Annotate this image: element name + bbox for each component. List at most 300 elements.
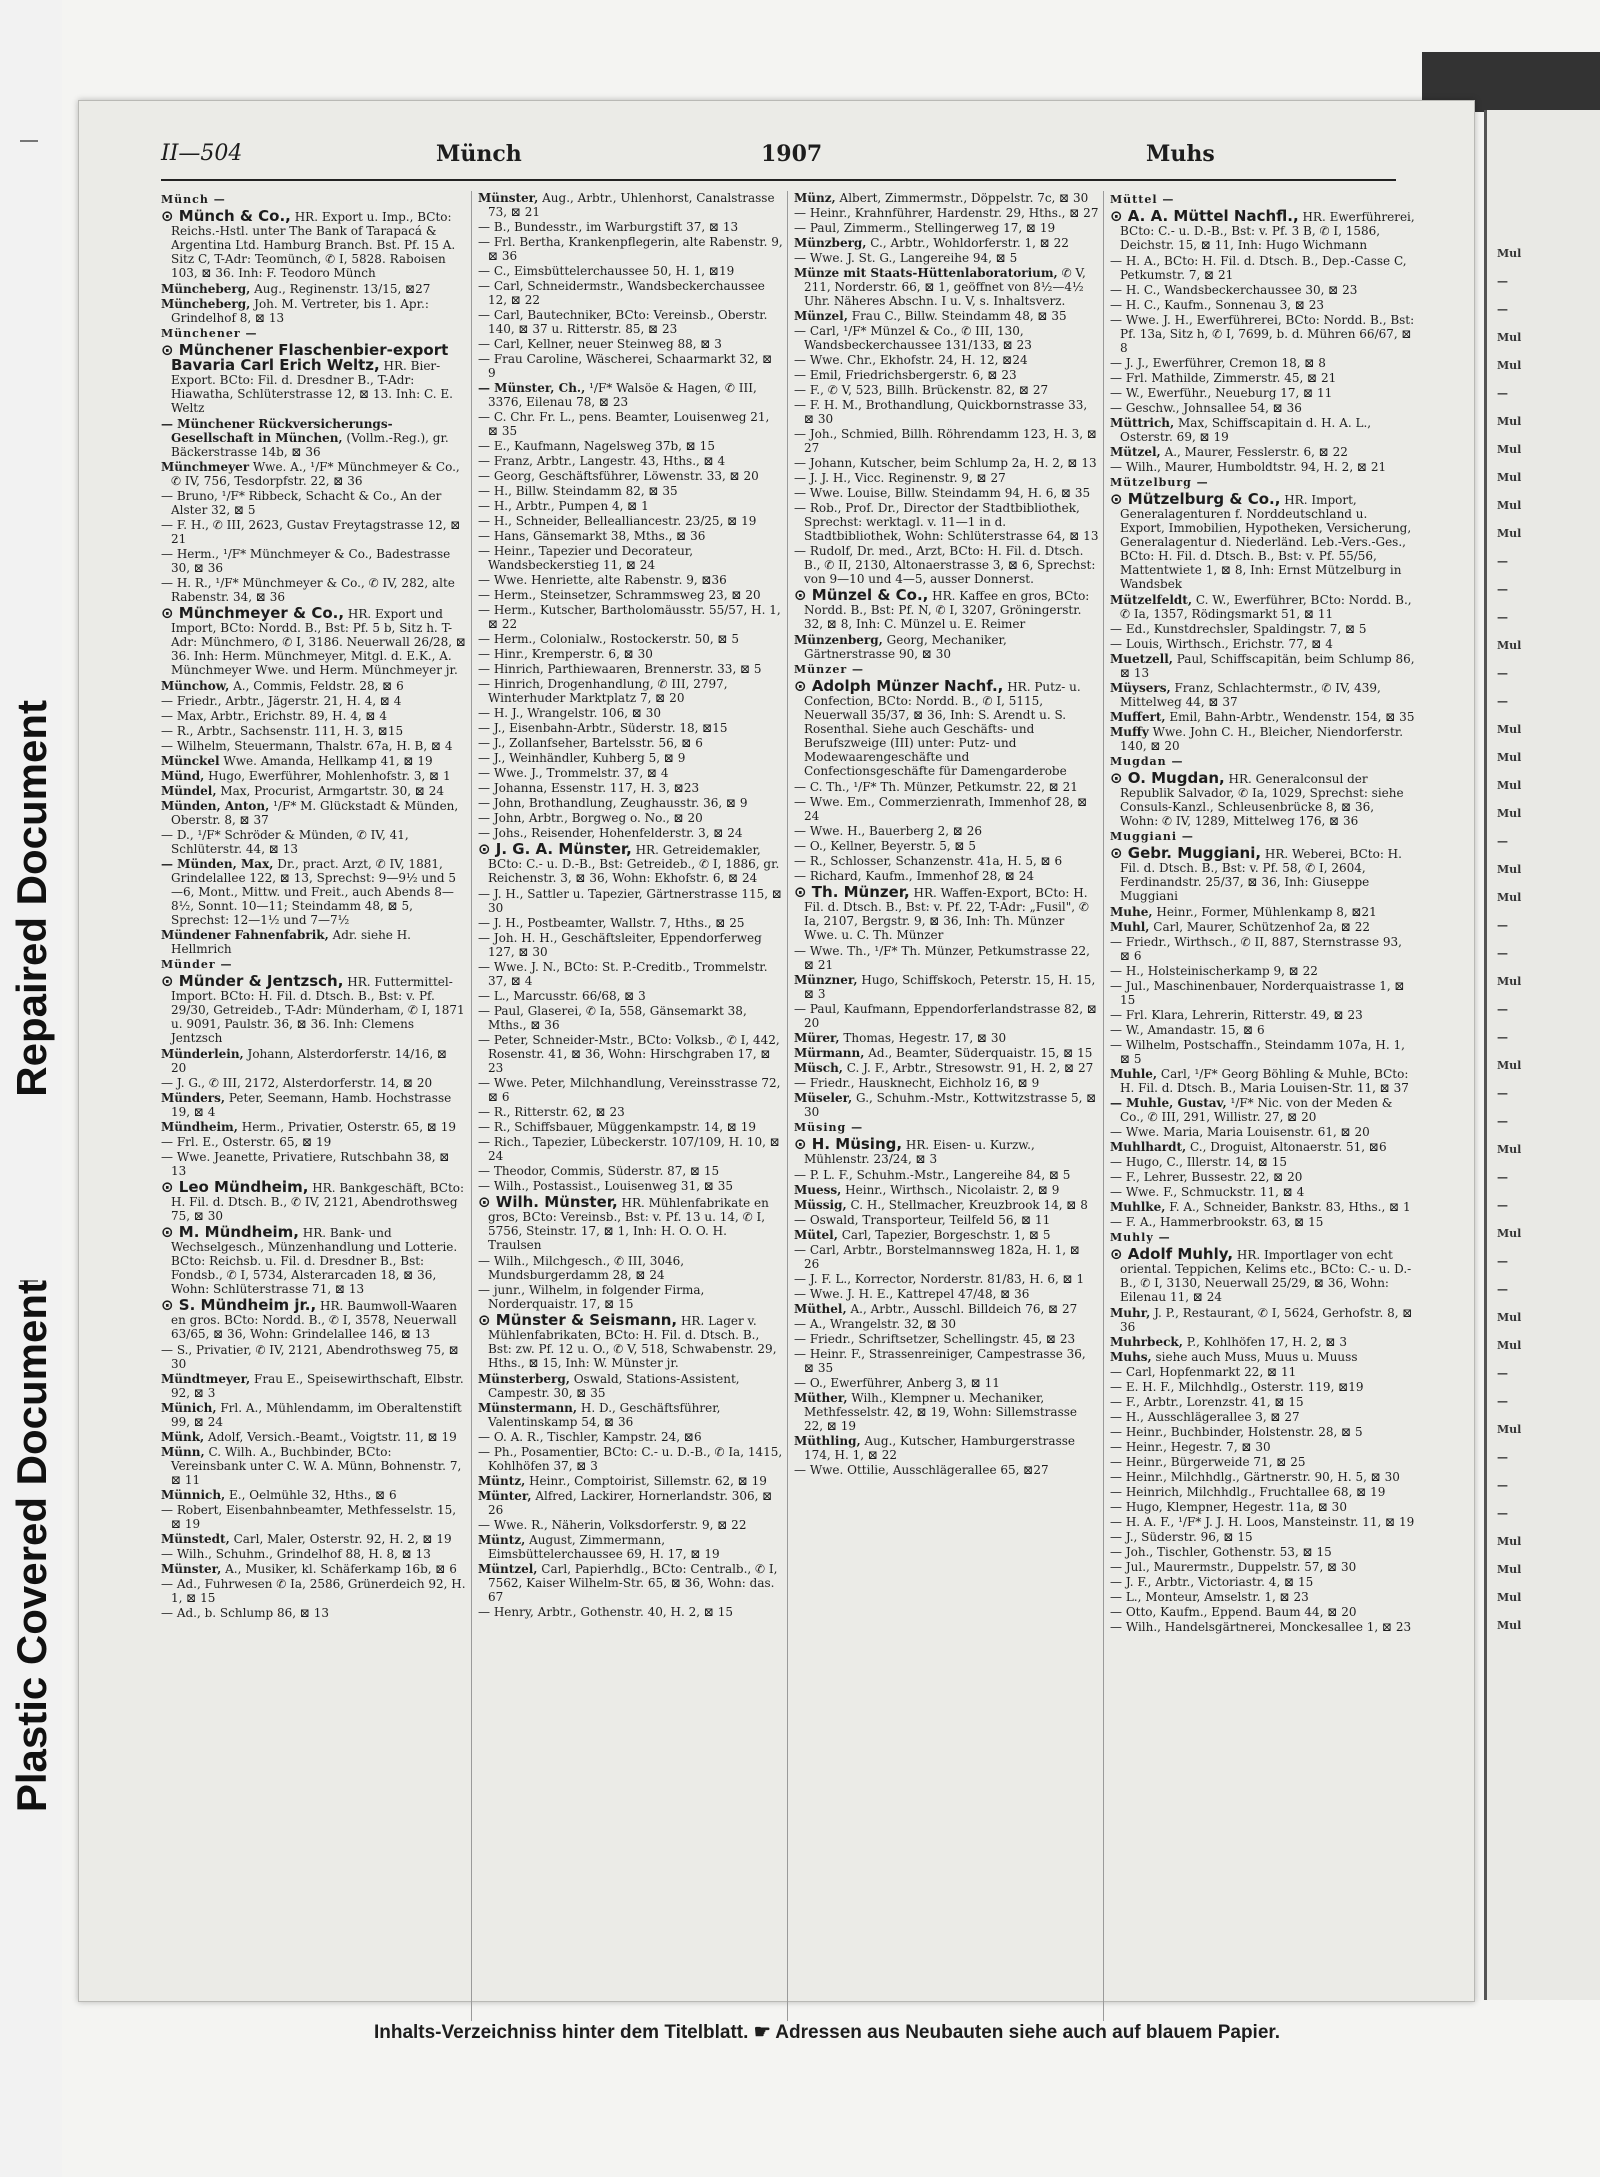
directory-entry [794,398,1099,426]
directory-entry [1110,1096,1415,1124]
entry-text: — Wwe. Jeanette, Privatiere, Rutschbahn 38, ⊠ 13 [161,1150,450,1178]
entry-text: — Richard, Kaufm., Immenhof 28, ⊠ 24 [794,869,1035,883]
entry-text: — Hinrich, Drogenhandlung, ✆ III, 2797, Winterhuder Marktplatz 7, ⊠ 20 [478,677,728,705]
section-heading: Müsing — [794,1121,864,1134]
directory-entry [794,1434,1099,1462]
entry-text: Paul, Schiffscapitän, beim Schlump 86, ⊠ 13 [1120,652,1415,680]
section-heading: Münder — [161,958,233,971]
entry-text: HR. Kaffee en gros, BCto: Nordd. B., Bst: Pf. N, ✆ I, 3207, Gröningerstr. 32, ⊠ 8, Inh: C. Münzel u. E. Reimer [804,589,1090,631]
entry-text: — J., Eisenbahn-Arbtr., Süderstr. 18, ⊠15 [478,721,728,735]
entry-text: — Otto, Kaufm., Eppend. Baum 44, ⊠ 20 [1110,1605,1357,1619]
entry-name: — Münchener Rückversicherungs-Gesellschaft in München, [161,417,393,445]
entry-name: Mündtmeyer, [161,1372,251,1386]
directory-entry [478,1605,783,1619]
firm-entry [478,842,783,885]
directory-entry [161,1430,466,1444]
entry-name: Münchmeyer [161,460,250,474]
entry-text: HR. Lager v. Mühlenfabrikaten, BCto: H. Fil. d. Dtsch. B., Bst: zw. Pf. 12 u. O., ✆ V, 518, Schwabenstr. 29, Hths., ⊠ 15, Inh: W. Münster jr. [488,1314,777,1370]
directory-entry [478,1401,783,1429]
directory-entry [1110,725,1415,753]
entry-text: — Wwe. J. H. E., Kattrepel 47/48, ⊠ 36 [794,1287,1030,1301]
entry-text: — Frl. Mathilde, Zimmerstr. 45, ⊠ 21 [1110,371,1337,385]
directory-entry [1110,1023,1415,1037]
entry-text: P., Kohlhöfen 17, H. 2, ⊠ 3 [1182,1335,1348,1349]
directory-entry [1110,386,1415,400]
entry-text: HR. Ewerführerei, BCto: C.- u. D.-B., Bst: v. Pf. 3 B, ✆ I, 1586, Deichstr. 15, ⊠ 11, Inh: Hugo Wichmann [1120,210,1415,252]
entry-text: A., Arbtr., Ausschl. Billdeich 76, ⊠ 27 [846,1302,1078,1316]
fragment-text: — [1497,555,1508,568]
entry-text: — Joh. H. H., Geschäftsleiter, Eppendorferweg 127, ⊠ 30 [478,931,762,959]
entry-text: — B., Bundesstr., im Warburgstift 37, ⊠ 13 [478,220,739,234]
entry-text: Wwe. A., ¹/F* Münchmeyer & Co., ✆ IV, 756, Tesdorpfstr. 22, ⊠ 36 [171,460,460,488]
adjacent-page-fragments [1497,240,1597,1940]
entry-name: ⊙ Adolf Muhly, [1110,1245,1234,1263]
directory-entry [794,471,1099,485]
directory-entry [794,501,1099,543]
entry-text: Peter, Seemann, Hamb. Hochstrasse 19, ⊠ 4 [171,1091,452,1119]
firm-entry [161,209,466,280]
catchword-right: Muhs [1146,141,1215,167]
entry-name: — Münden, Max, [161,857,274,871]
entry-name: ⊙ Münder & Jentzsch, [161,972,344,990]
section-heading: Münch — [161,193,226,206]
entry-text: — Carl, Kellner, neuer Steinweg 88, ⊠ 3 [478,337,722,351]
entry-text: — C. Chr. Fr. L., pens. Beamter, Louisenweg 21, ⊠ 35 [478,410,770,438]
entry-text: HR. Futtermittel-Import. BCto: H. Fil. d. Dtsch. B., Bst: v. Pf. 29/30, Getreidеb., T-Adr: Münderham, ✆ I, 1871 u. 9091, Paulstr. 36, ⊠ 36. Inh: Clemens Jentzsch [171,975,465,1045]
entry-text: Johann, Alsterdorferstr. 14/16, ⊠ 20 [171,1047,448,1075]
entry-name: Muffy [1110,725,1149,739]
entry-text: HR. Eisen- u. Kurzw., Mühlenstr. 23/24, ⊠ 3 [804,1138,1035,1166]
fragment-text: Mul [1497,1059,1522,1072]
entry-text: — O., Kellner, Beyerstr. 5, ⊠ 5 [794,839,977,853]
footer-note: Inhalts-Verzeichniss hinter dem Titelblatt. ☛ Adressen aus Neubauten siehe auch auf blauem Papier. [373,2022,1281,2043]
entry-text: Oswald, Stations-Assistent, Campestr. 30, ⊠ 35 [488,1372,740,1400]
header-rule [161,179,1396,181]
directory-entry [161,1532,466,1546]
entry-text: (Vollm.-Reg.), gr. Bäckerstrasse 14b, ⊠ 36 [171,431,449,459]
entry-name: Mündener Fahnenfabrik, [161,928,329,942]
entry-name: Muhlke, [1110,1200,1166,1214]
entry-text: — H. R., ¹/F* Münchmeyer & Co., ✆ IV, 282, alte Rabenstr. 34, ⊠ 36 [161,576,455,604]
entry-text: — Carl, ¹/F* Münzel & Co., ✆ III, 130, Wandsbeckerchaussee 131/133, ⊠ 23 [794,324,1032,352]
directory-entry [478,381,783,409]
entry-text: — O., Ewerführer, Anberg 3, ⊠ 11 [794,1376,1000,1390]
section-heading: Mugdan — [1110,755,1184,768]
entry-name: Mütel, [794,1228,838,1242]
directory-entry [794,839,1099,853]
entry-text: HR. Import, Generalagenturen f. Norddeutschland u. Export, Immobilien, Hypotheken, Versicherung, Generalagentur d. Niederländ. Leb.-Vers.-Ges., BCto: H. Fil. d. Dtsch. B., Bst: v. Pf. 55/56, Mattentwiete 1, ⊠ 8, Inh: Ernst Mützelburg in Wandsbek [1120,493,1412,591]
entry-text: — Paul, Glaserei, ✆ Ia, 558, Gänsemarkt 38, Mths., ⊠ 36 [478,1004,747,1032]
directory-entry [478,736,783,750]
directory-entry [1110,1335,1415,1349]
firm-entry [794,1137,1099,1166]
directory-entry [478,1283,783,1311]
entry-text: — Wwe. H., Bauerberg 2, ⊠ 26 [794,824,983,838]
entry-text: — Wilh., Postassist., Louisenweg 31, ⊠ 35 [478,1179,733,1193]
directory-entry [1110,1170,1415,1184]
entry-text: F. A., Schneider, Bankstr. 83, Hths., ⊠ 1 [1165,1200,1411,1214]
entry-name: Münd, [161,769,205,783]
directory-entry [794,309,1099,323]
directory-entry [1110,1500,1415,1514]
entry-text: siehe auch Muss, Muus u. Muuss [1151,1350,1358,1364]
entry-text: — Wwe. Ottilie, Ausschlägerallee 65, ⊠27 [794,1463,1049,1477]
entry-name: Muhrbeck, [1110,1335,1183,1349]
entry-name: Münckel [161,754,220,768]
fragment-text: Mul [1497,1563,1522,1576]
directory-entry [1110,1306,1415,1334]
entry-text: C. H., Stellmacher, Kreuzbrook 14, ⊠ 8 [846,1198,1088,1212]
entry-text: — H., Ausschlägerallee 3, ⊠ 27 [1110,1410,1300,1424]
entry-text: — S., Privatier, ✆ IV, 2121, Abendrothsweg 75, ⊠ 30 [161,1343,459,1371]
directory-entry [478,916,783,930]
entry-text: — Georg, Geschäftsführer, Löwenstr. 33, ⊠ 20 [478,469,759,483]
directory-entry [478,279,783,307]
entry-text: — Jul., Maschinenbauer, Norderquaistrasse 1, ⊠ 15 [1110,979,1405,1007]
directory-entry [478,337,783,351]
entry-name: Müncheberg, [161,297,251,311]
entry-text: — Wwe. Em., Commerzienrath, Immenhof 28, ⊠ 24 [794,795,1088,823]
entry-text: Adr. siehe H. Hellmrich [171,928,411,956]
fragment-text: Mul [1497,415,1522,428]
directory-entry [794,1302,1099,1316]
firm-entry [794,885,1099,942]
entry-text: — Rich., Tapezier, Lübeckerstr. 107/109, H. 10, ⊠ 24 [478,1135,780,1163]
fragment-text: Mul [1497,499,1522,512]
directory-entry [161,1120,466,1134]
entry-text: — J. J., Ewerführer, Cremon 18, ⊠ 8 [1110,356,1326,370]
directory-entry [1110,416,1415,444]
firm-entry [161,1298,466,1341]
section-heading: Mützelburg — [1110,476,1209,489]
directory-entry [161,1577,466,1605]
fragment-text: Mul [1497,723,1522,736]
directory-entry [794,221,1099,235]
directory-entry [478,352,783,380]
directory-entry [794,1061,1099,1075]
entry-name: Muess, [794,1183,842,1197]
directory-entry [161,1372,466,1400]
entry-text: — Hugo, C., Illerstr. 14, ⊠ 15 [1110,1155,1288,1169]
entry-text: — R., Schiffsbauer, Müggenkampstr. 14, ⊠ 19 [478,1120,756,1134]
directory-entry [478,1179,783,1193]
entry-text: — Heinr., Tapezier und Decorateur, Wandsbeckerstieg 11, ⊠ 24 [478,544,694,572]
entry-text: A., Maurer, Fesslerstr. 6, ⊠ 22 [1160,445,1348,459]
entry-name: Müncheberg, [161,282,251,296]
fragment-text: Mul [1497,527,1522,540]
catchword-left: Münch [436,141,522,167]
entry-name: Müther, [794,1391,848,1405]
directory-entry [161,1091,466,1119]
directory-entry [794,1243,1099,1271]
fragment-text: — [1497,275,1508,288]
firm-entry [161,974,466,1045]
entry-text: Aug., Arbtr., Uhlenhorst, Canalstrasse 73, ⊠ 21 [488,191,775,219]
directory-column-2 [471,191,783,2021]
entry-text: — Jul., Maurermstr., Duppelstr. 57, ⊠ 30 [1110,1560,1357,1574]
entry-text: Carl, Maurer, Schützenhof 2a, ⊠ 22 [1149,920,1371,934]
entry-text: — John, Arbtr., Borgweg o. No., ⊠ 20 [478,811,703,825]
directory-column-1 [161,191,466,2021]
entry-text: — Wilh., Milchgesch., ✆ III, 3046, Mundsburgerdamm 28, ⊠ 24 [478,1254,685,1282]
directory-entry [161,799,466,827]
entry-text: — junr., Wilhelm, in folgender Firma, Norderquaistr. 17, ⊠ 15 [478,1283,705,1311]
directory-entry [161,679,466,693]
directory-entry [794,251,1099,265]
directory-entry [478,499,783,513]
directory-entry [794,633,1099,661]
firm-entry [161,606,466,677]
fragment-text: — [1497,1283,1508,1296]
directory-entry [161,857,466,927]
fragment-text: Mul [1497,751,1522,764]
entry-text: — Herm., Kutscher, Bartholomäusstr. 55/57, H. 1, ⊠ 22 [478,603,781,631]
directory-entry [1110,1590,1415,1604]
directory-entry [478,1474,783,1488]
directory-entry [161,282,466,296]
entry-text: HR. Mühlenfabrikate en gros, BCto: Vereinsb., Bst: v. Pf. 13 u. 14, ✆ I, 5756, Steinstr. 17, ⊠ 1, Inh: H. O. O. H. Traulsen [488,1196,769,1252]
entry-text: — Wilh., Maurer, Humboldtstr. 94, H. 2, ⊠ 21 [1110,460,1387,474]
entry-text: HR. Bank- und Wechselgesch., Münzenhandlung und Lotterie. BCto: Reichsb. u. Fil. d. Dresdner B., Bst: Fondsb., ✆ I, 5734, Alsterarcaden 18, ⊠ 36, Wohn: Schlüterstrasse 71, ⊠ 13 [171,1226,458,1296]
entry-name: Münn, [161,1445,205,1459]
fragment-text: — [1497,919,1508,932]
directory-entry [478,632,783,646]
entry-text: — Frl. Bertha, Krankenpflegerin, alte Rabenstr. 9, ⊠ 36 [478,235,783,263]
entry-text: — Johanna, Essenstr. 117, H. 3, ⊠23 [478,781,700,795]
entry-text: — R., Arbtr., Sachsenstr. 111, H. 3, ⊠15 [161,724,404,738]
entry-text: HR. Weberei, BCto: H. Fil. d. Dtsch. B., Bst: v. Pf. 58, ✆ I, 2604, Ferdinandstr. 25/37, ⊠ 36, Inh: Giuseppe Muggiani [1120,847,1402,903]
directory-entry [1110,283,1415,297]
directory-entry [478,989,783,1003]
fragment-text: — [1497,303,1508,316]
page-number: II—504 [161,141,243,166]
entry-name: ⊙ H. Müsing, [794,1135,903,1153]
directory-entry [794,206,1099,220]
fragment-text: — [1497,583,1508,596]
directory-entry [161,709,466,723]
entry-text: — H. J., Wrangelstr. 106, ⊠ 30 [478,706,661,720]
entry-text: — Johann, Kutscher, beim Schlump 2a, H. 2, ⊠ 13 [794,456,1097,470]
entry-text: — P. L. F., Schuhm.-Mstr., Langereihe 84, ⊠ 5 [794,1168,1071,1182]
directory-entry [794,1076,1099,1090]
directory-entry [1110,652,1415,680]
entry-text: — Geschw., Johnsallee 54, ⊠ 36 [1110,401,1302,415]
section-heading: Münchener — [161,327,258,340]
entry-text: HR. Waffen-Export, BCto: H. Fil. d. Dtsch. B., Bst: v. Pf. 22, T-Adr: „Fusil", ✆ Ia, 2107, Bergstr. 9, ⊠ 36, Inh: Th. Münzer Wwe. u. C. Th. Münzer [804,886,1089,942]
firm-entry [1110,771,1415,828]
directory-entry [161,576,466,604]
directory-entry [478,1033,783,1075]
entry-text: Frl. A., Mühlendamm, im Oberaltenstift 99, ⊠ 24 [171,1401,462,1429]
fragment-text: Mul [1497,1535,1522,1548]
directory-entry [1110,1485,1415,1499]
entry-name: Münden, Anton, [161,799,270,813]
directory-entry [161,1547,466,1561]
directory-entry [1110,1365,1415,1379]
fragment-text: — [1497,1255,1508,1268]
fragment-text: Mul [1497,247,1522,260]
entry-text: J. P., Restaurant, ✆ I, 5624, Gerhofstr. 8, ⊠ 36 [1120,1306,1413,1334]
directory-entry [161,1047,466,1075]
entry-text: HR. Getreidemakler, BCto: C.- u. D.-B., Bst: Getreideb., ✆ I, 1886, gr. Reichenstr. 3, ⊠ 36, Wohn: Ekhofstr. 6, ⊠ 24 [488,843,780,885]
directory-entry [478,960,783,988]
entry-text: — L., Marcusstr. 66/68, ⊠ 3 [478,989,646,1003]
directory-entry [478,1105,783,1119]
directory-entry [161,1606,466,1620]
entry-text: ¹/F* Nic. von der Meden & Co., ✆ III, 291, Willistr. 27, ⊠ 20 [1120,1096,1393,1124]
fragment-text: Mul [1497,807,1522,820]
entry-text: — C., Eimsbüttelerchaussee 50, H. 1, ⊠19 [478,264,735,278]
directory-entry [478,529,783,543]
entry-text: — J. F. L., Korrector, Norderstr. 81/83, H. 6, ⊠ 1 [794,1272,1085,1286]
entry-text: — Johs., Reisender, Hohenfelderstr. 3, ⊠ 24 [478,826,743,840]
directory-entry [161,754,466,768]
entry-name: Mützelfeldt, [1110,593,1193,607]
entry-text: Wilh., Klempner u. Mechaniker, Methfesselstr. 42, ⊠ 19, Wohn: Sillemstrasse 22, ⊠ 19 [804,1391,1077,1433]
directory-entry [794,1183,1099,1197]
directory-entry [478,781,783,795]
fragment-text: — [1497,1115,1508,1128]
entry-name: Müssig, [794,1198,847,1212]
directory-entry [1110,1425,1415,1439]
directory-entry [794,324,1099,352]
entry-text: — Heinrich, Milchhdlg., Fruchtallee 68, ⊠ 19 [1110,1485,1386,1499]
directory-entry [794,795,1099,823]
directory-entry [161,739,466,753]
entry-name: ⊙ M. Mündheim, [161,1223,299,1241]
entry-text: — Herm., ¹/F* Münchmeyer & Co., Badestrasse 30, ⊠ 36 [161,547,451,575]
entry-name: Müseler, [794,1091,853,1105]
entry-text: — Max, Arbtr., Erichstr. 89, H. 4, ⊠ 4 [161,709,387,723]
directory-entry [794,1347,1099,1375]
fragment-text: Mul [1497,1339,1522,1352]
entry-text: — E. H. F., Milchhdlg., Osterstr. 119, ⊠19 [1110,1380,1364,1394]
directory-entry [478,454,783,468]
directory-entry [478,439,783,453]
entry-text: — Theodor, Commis, Süderstr. 87, ⊠ 15 [478,1164,720,1178]
entry-text: HR. Bankgeschäft, BCto: H. Fil. d. Dtsch. B., ✆ IV, 2121, Abendrothsweg 75, ⊠ 30 [171,1181,465,1223]
directory-entry [478,1076,783,1104]
directory-entry [478,721,783,735]
entry-text: E., Oelmühle 32, Hths., ⊠ 6 [225,1488,397,1502]
entry-name: Münchow, [161,679,230,693]
entry-text: — Wilhelm, Steuermann, Thalstr. 67a, H. B, ⊠ 4 [161,739,453,753]
directory-entry [1110,979,1415,1007]
entry-name: ⊙ O. Mugdan, [1110,769,1225,787]
directory-entry [1110,1215,1415,1229]
directory-entry [1110,1038,1415,1066]
entry-text: — Louis, Wirthsch., Erichstr. 77, ⊠ 4 [1110,637,1333,651]
directory-entry [1110,1067,1415,1095]
entry-name: Müysers, [1110,681,1171,695]
directory-entry [1110,1155,1415,1169]
directory-entry [1110,1008,1415,1022]
firm-entry [794,679,1099,778]
section-heading: Muggiani — [1110,830,1194,843]
entry-text: — Heinr., Krahnführer, Hardenstr. 29, Hths., ⊠ 27 [794,206,1099,220]
directory-entry [478,588,783,602]
entry-text: Carl, Tapezier, Borgeschstr. 1, ⊠ 5 [837,1228,1051,1242]
directory-entry [478,220,783,234]
entry-text: — Frau Caroline, Wäscherei, Schaarmarkt 32, ⊠ 9 [478,352,773,380]
entry-text: — F. A., Hammerbrookstr. 63, ⊠ 15 [1110,1215,1324,1229]
entry-text: C. W., Ewerführer, BCto: Nordd. B., ✆ Ia, 1357, Rödingsmarkt 51, ⊠ 11 [1120,593,1412,621]
entry-text: HR. Export u. Imp., BCto: Reichs.-Hstl. unter The Bank of Tarapacá & Argentina Ltd. Hamburg Branch. Bst. Pf. 15 A. Sitz C, T-Adr: Teomünch, ✆ I, 5828. Raboisen 103, ⊠ 36. Inh: F. Teodoro Münch [171,210,456,280]
directory-entry [1110,1470,1415,1484]
running-head [161,141,1396,177]
entry-text: Emil, Bahn-Arbtr., Wendenstr. 154, ⊠ 35 [1165,710,1415,724]
margin-tick [20,140,38,142]
directory-entry [794,1332,1099,1346]
directory-entry [1110,622,1415,636]
directory-entry [1110,1395,1415,1409]
entry-text: C. J. F., Arbtr., Stresowstr. 91, H. 2, ⊠ 27 [842,1061,1094,1075]
entry-text: — Carl, Arbtr., Borstelmannsweg 182a, H. 1, ⊠ 26 [794,1243,1080,1271]
directory-entry [1110,905,1415,919]
entry-text: — Wilh., Schuhm., Grindelhof 88, H. 8, ⊠ 13 [161,1547,431,1561]
firm-entry [161,343,466,415]
entry-text: — Rob., Prof. Dr., Director der Stadtbibliothek, Sprechst: werktagl. v. 11—1 in d. Stadtbibliothek, Wohn: Schlüterstrasse 64, ⊠ 13 [794,501,1099,543]
entry-text: — E., Kaufmann, Nagelsweg 37b, ⊠ 15 [478,439,715,453]
directory-entry [478,706,783,720]
entry-text: — H. A., BCto: H. Fil. d. Dtsch. B., Dep.-Casse C, Petkumstr. 7, ⊠ 21 [1110,254,1407,282]
entry-text: Alfred, Lackirer, Hornerlandstr. 306, ⊠ 26 [488,1489,773,1517]
entry-text: — Bruno, ¹/F* Ribbeck, Schacht & Co., An der Alster 32, ⊠ 5 [161,489,442,517]
entry-text: — H., Holsteinischerkamp 9, ⊠ 22 [1110,964,1318,978]
entry-text: ✆ V, 211, Norderstr. 66, ⊠ 1, geöffnet von 8½—4½ Uhr. Näheres Abschn. I u. V, s. Inhaltsverz. [804,266,1086,308]
directory-entry [794,456,1099,470]
entry-name: ⊙ Münchener Flaschenbier-export Bavaria Carl Erich Weltz, [161,341,449,374]
entry-text: Carl, ¹/F* Georg Böhling & Muhle, BCto: H. Fil. d. Dtsch. B., Maria Louisen-Str. 11, ⊠ 37 [1120,1067,1409,1095]
entry-name: Müntz, [478,1474,526,1488]
directory-entry [794,1198,1099,1212]
directory-entry [794,973,1099,1001]
entry-text: — Wwe. Maria, Maria Louisenstr. 61, ⊠ 20 [1110,1125,1370,1139]
entry-text: — A., Wrangelstr. 32, ⊠ 30 [794,1317,957,1331]
directory-entry [794,1091,1099,1119]
entry-name: Muhe, [1110,905,1153,919]
directory-entry [161,1150,466,1178]
entry-text: — Hinrich, Parthiewaaren, Brennerstr. 33, ⊠ 5 [478,662,762,676]
fragment-text: — [1497,611,1508,624]
directory-entry [794,353,1099,367]
directory-entry [161,1445,466,1487]
entry-text: — Wwe. Chr., Ekhofstr. 24, H. 12, ⊠24 [794,353,1028,367]
year: 1907 [761,141,823,167]
directory-entry [478,1562,783,1604]
entry-text: A., Commis, Feldstr. 28, ⊠ 6 [229,679,404,693]
directory-entry [161,297,466,325]
entry-text: Max, Schiffscapitain d. H. A. L., Osterstr. 69, ⊠ 19 [1120,416,1372,444]
directory-entry [478,410,783,438]
directory-entry [478,1430,783,1444]
directory-entry [794,1168,1099,1182]
entry-text: — J. H., Postbeamter, Wallstr. 7, Hths., ⊠ 25 [478,916,745,930]
entry-text: — O. A. R., Tischler, Kampstr. 24, ⊠6 [478,1430,702,1444]
directory-entry [478,796,783,810]
entry-text: — J., Weinhändler, Kuhberg 5, ⊠ 9 [478,751,686,765]
entry-text: — H. C., Kaufm., Sonnenau 3, ⊠ 23 [1110,298,1325,312]
fragment-text: Mul [1497,1591,1522,1604]
entry-name: Müttrich, [1110,416,1175,430]
entry-name: Münich, [161,1401,217,1415]
directory-entry [794,780,1099,794]
directory-entry [1110,298,1415,312]
directory-entry [161,724,466,738]
entry-text: C. Wilh. A., Buchbinder, BCto: Vereinsbank unter C. W. A. Münn, Bohnenstr. 7, ⊠ 11 [171,1445,462,1487]
directory-column-4 [1103,191,1415,2021]
entry-text: ¹/F* M. Glückstadt & Münden, Oberstr. 8, ⊠ 37 [171,799,459,827]
